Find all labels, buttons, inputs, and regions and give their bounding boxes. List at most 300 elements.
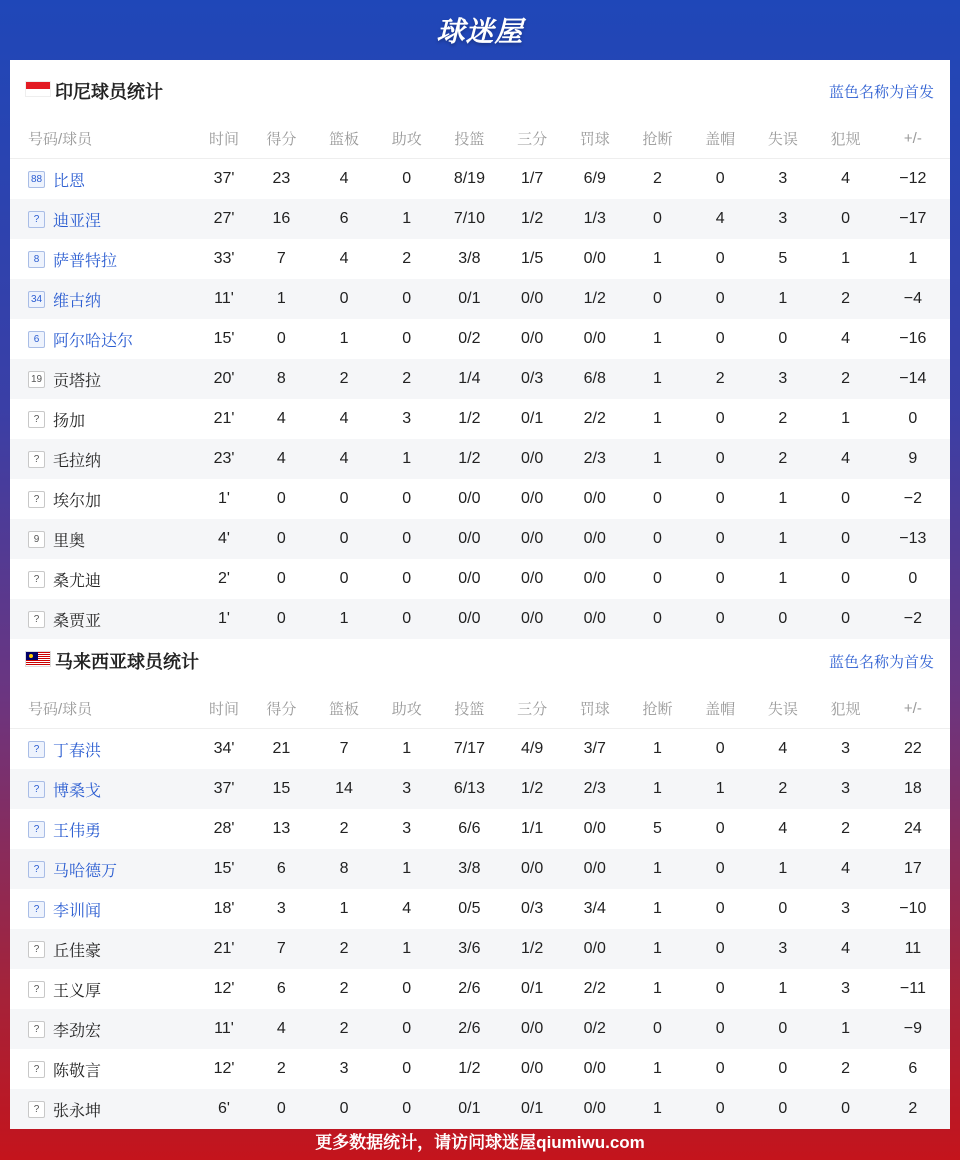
brand-logo: 球迷屋 xyxy=(436,15,524,48)
stat-field-goals: 8/19 xyxy=(453,170,485,187)
player-cell xyxy=(10,978,198,1001)
stat-points: 15 xyxy=(272,780,291,797)
stat-three-pointers: 0/1 xyxy=(520,980,544,997)
stat-rebounds: 1 xyxy=(339,610,349,627)
stat-free-throws: 1/2 xyxy=(583,290,606,307)
player-name[interactable]: 李训闻 xyxy=(53,902,102,920)
player-cell xyxy=(10,608,198,631)
stat-three-pointers: 0/0 xyxy=(520,860,544,877)
footer-text: 更多数据统计，请访问球迷屋qiumiwu.com xyxy=(315,1132,645,1152)
stat-fouls: 4 xyxy=(841,940,850,957)
jersey-number-badge: ? xyxy=(28,1021,45,1038)
table-row[interactable] xyxy=(10,199,950,239)
stat-rebounds: 7 xyxy=(339,740,349,757)
jersey-number-badge: 19 xyxy=(28,371,45,388)
stat-blocks: 0 xyxy=(715,860,725,877)
jersey-number-badge: 34 xyxy=(28,291,45,308)
table-row[interactable] xyxy=(10,929,950,969)
stat-steals: 1 xyxy=(653,330,662,347)
jersey-number-badge: 6 xyxy=(28,331,45,348)
stat-free-throws: 0/0 xyxy=(583,820,606,837)
stat-steals: 5 xyxy=(653,820,662,837)
player-name[interactable]: 贡塔拉 xyxy=(53,372,102,390)
jersey-number-badge: ? xyxy=(28,1061,45,1078)
stat-three-pointers: 0/0 xyxy=(520,530,544,547)
stat-points: 21 xyxy=(272,740,291,757)
column-header-turnovers: 失误 xyxy=(767,700,798,718)
stat-assists: 1 xyxy=(402,860,412,877)
player-cell xyxy=(10,488,198,511)
jersey-number-badge: ? xyxy=(28,451,45,468)
stat-rebounds: 4 xyxy=(339,410,349,427)
stat-plus-minus: 11 xyxy=(904,940,922,957)
player-name[interactable]: 张永坤 xyxy=(53,1102,102,1120)
jersey-number-badge: ? xyxy=(28,941,45,958)
table-row[interactable] xyxy=(10,809,950,849)
stat-field-goals: 0/1 xyxy=(458,1100,481,1117)
player-name[interactable]: 毛拉纳 xyxy=(53,452,102,470)
jersey-number-badge: ? xyxy=(28,981,45,998)
stat-fouls: 3 xyxy=(841,900,850,917)
stat-plus-minus: −10 xyxy=(899,900,927,917)
stat-rebounds: 0 xyxy=(339,490,349,507)
stat-minutes: 15' xyxy=(213,330,235,347)
jersey-number-badge: 9 xyxy=(28,531,45,548)
team-section-malaysia xyxy=(10,630,950,1129)
stat-minutes: 33' xyxy=(213,250,235,267)
stat-minutes: 37' xyxy=(213,170,235,187)
stat-free-throws: 0/0 xyxy=(583,330,606,347)
jersey-number-badge: ? xyxy=(28,491,45,508)
stat-steals: 1 xyxy=(653,900,662,917)
stat-turnovers: 2 xyxy=(778,780,788,797)
player-cell xyxy=(10,288,198,311)
player-cell xyxy=(10,168,198,191)
stat-points: 0 xyxy=(276,570,286,587)
stat-blocks: 0 xyxy=(715,740,725,757)
stat-steals: 1 xyxy=(653,450,662,467)
player-stats-table xyxy=(10,688,950,1129)
stat-assists: 1 xyxy=(402,450,412,467)
player-cell xyxy=(10,898,198,921)
player-cell xyxy=(10,408,198,431)
stat-turnovers: 0 xyxy=(778,330,788,347)
column-header-plus-minus: +/- xyxy=(903,129,922,147)
stat-three-pointers: 1/2 xyxy=(520,780,544,797)
stat-three-pointers: 4/9 xyxy=(520,740,544,757)
column-header-fouls: 犯规 xyxy=(830,700,861,718)
player-name[interactable]: 桑尤迪 xyxy=(53,572,102,590)
column-header-three-pointers: 三分 xyxy=(517,700,548,718)
section-header xyxy=(10,630,950,688)
stat-turnovers: 4 xyxy=(778,740,788,757)
stat-blocks: 0 xyxy=(715,1060,725,1077)
stat-turnovers: 0 xyxy=(778,610,788,627)
table-row[interactable] xyxy=(10,279,950,319)
stat-free-throws: 2/2 xyxy=(583,410,606,427)
stat-blocks: 0 xyxy=(715,940,725,957)
stat-steals: 0 xyxy=(653,610,662,627)
jersey-number-badge: ? xyxy=(28,1101,45,1118)
stat-field-goals: 0/1 xyxy=(458,290,481,307)
stat-points: 8 xyxy=(276,370,286,387)
stat-assists: 0 xyxy=(402,330,412,347)
stat-steals: 0 xyxy=(653,1020,662,1037)
stat-free-throws: 1/3 xyxy=(583,210,606,227)
stat-assists: 1 xyxy=(402,940,412,957)
jersey-number-badge: ? xyxy=(28,611,45,628)
table-row[interactable] xyxy=(10,849,950,889)
stat-minutes: 18' xyxy=(213,900,235,917)
stat-minutes: 11' xyxy=(214,1020,234,1037)
stat-three-pointers: 0/0 xyxy=(520,570,544,587)
player-cell xyxy=(10,858,198,881)
stat-points: 0 xyxy=(276,490,286,507)
stat-points: 4 xyxy=(276,450,286,467)
stat-steals: 1 xyxy=(653,1100,662,1117)
column-header-steals: 抢断 xyxy=(642,700,673,718)
stat-points: 0 xyxy=(276,610,286,627)
column-header-player: 号码/球员 xyxy=(28,700,93,718)
stat-assists: 3 xyxy=(402,410,412,427)
stat-three-pointers: 1/2 xyxy=(520,940,544,957)
stat-assists: 0 xyxy=(402,290,412,307)
stat-turnovers: 0 xyxy=(778,1020,788,1037)
stat-steals: 0 xyxy=(653,490,662,507)
stat-fouls: 0 xyxy=(841,570,850,587)
stat-points: 13 xyxy=(272,820,291,837)
player-cell xyxy=(10,368,198,391)
stat-rebounds: 4 xyxy=(339,450,349,467)
stat-turnovers: 1 xyxy=(778,530,788,547)
stat-fouls: 3 xyxy=(841,780,850,797)
table-header-row xyxy=(10,118,950,159)
stat-field-goals: 6/6 xyxy=(458,820,481,837)
stat-fouls: 1 xyxy=(841,250,850,267)
table-row[interactable] xyxy=(10,519,950,559)
player-name[interactable]: 马哈德万 xyxy=(53,862,118,880)
stat-plus-minus: 2 xyxy=(908,1100,918,1117)
table-row[interactable] xyxy=(10,359,950,399)
stat-blocks: 4 xyxy=(715,210,725,227)
stat-fouls: 2 xyxy=(841,290,850,307)
stat-rebounds: 0 xyxy=(339,570,349,587)
stat-assists: 3 xyxy=(402,820,412,837)
player-name[interactable]: 李劲宏 xyxy=(53,1022,102,1040)
player-name[interactable]: 埃尔加 xyxy=(53,492,102,510)
stat-blocks: 0 xyxy=(715,1100,725,1117)
player-cell xyxy=(10,1058,198,1081)
stat-assists: 1 xyxy=(402,740,412,757)
stat-assists: 0 xyxy=(402,170,412,187)
stat-three-pointers: 0/0 xyxy=(520,450,544,467)
stat-minutes: 21' xyxy=(213,410,235,427)
column-header-three-pointers: 三分 xyxy=(517,130,548,148)
stat-field-goals: 1/2 xyxy=(458,410,481,427)
stat-steals: 1 xyxy=(653,940,662,957)
player-stats-table xyxy=(10,118,950,639)
stat-three-pointers: 0/0 xyxy=(520,610,544,627)
stat-field-goals: 7/17 xyxy=(453,740,485,757)
stat-blocks: 0 xyxy=(715,820,725,837)
stat-free-throws: 6/8 xyxy=(583,370,606,387)
stat-plus-minus: 0 xyxy=(908,570,918,587)
player-name[interactable]: 王义厚 xyxy=(53,982,102,1000)
table-row[interactable] xyxy=(10,1049,950,1089)
stat-rebounds: 6 xyxy=(339,210,349,227)
stat-steals: 1 xyxy=(653,250,662,267)
stat-free-throws: 0/0 xyxy=(583,940,606,957)
stat-blocks: 0 xyxy=(715,290,725,307)
column-header-assists: 助攻 xyxy=(391,700,422,718)
stat-three-pointers: 1/1 xyxy=(520,820,544,837)
stat-steals: 0 xyxy=(653,530,662,547)
stat-rebounds: 14 xyxy=(335,780,353,797)
stat-rebounds: 2 xyxy=(339,940,349,957)
stat-field-goals: 2/6 xyxy=(458,1020,481,1037)
column-header-blocks: 盖帽 xyxy=(705,700,736,718)
stat-free-throws: 0/2 xyxy=(583,1020,606,1037)
stat-fouls: 2 xyxy=(841,370,850,387)
stat-field-goals: 2/6 xyxy=(458,980,481,997)
stat-steals: 1 xyxy=(653,780,662,797)
stat-plus-minus: 0 xyxy=(908,410,918,427)
stat-blocks: 0 xyxy=(715,530,725,547)
table-row[interactable] xyxy=(10,889,950,929)
player-name[interactable]: 丁春洪 xyxy=(53,742,102,760)
table-row[interactable] xyxy=(10,399,950,439)
jersey-number-badge: 88 xyxy=(28,171,45,188)
table-row[interactable] xyxy=(10,439,950,479)
stat-points: 0 xyxy=(276,1100,286,1117)
stat-field-goals: 0/0 xyxy=(458,490,481,507)
stat-fouls: 4 xyxy=(841,330,850,347)
player-name[interactable]: 维古纳 xyxy=(53,292,102,310)
column-header-free-throws: 罚球 xyxy=(579,700,610,718)
stat-turnovers: 3 xyxy=(778,170,788,187)
player-name[interactable]: 迪亚涅 xyxy=(53,212,102,230)
stat-free-throws: 0/0 xyxy=(583,490,606,507)
table-row[interactable] xyxy=(10,319,950,359)
stat-turnovers: 2 xyxy=(778,450,788,467)
stat-fouls: 4 xyxy=(841,860,850,877)
app-header xyxy=(0,0,960,60)
stat-points: 6 xyxy=(276,980,286,997)
stat-steals: 1 xyxy=(653,410,662,427)
stat-turnovers: 1 xyxy=(778,860,788,877)
stat-blocks: 0 xyxy=(715,900,725,917)
player-name[interactable]: 阿尔哈达尔 xyxy=(53,332,134,350)
player-name[interactable]: 扬加 xyxy=(53,412,86,430)
stat-plus-minus: 24 xyxy=(903,820,922,837)
stat-fouls: 3 xyxy=(841,740,850,757)
table-row[interactable] xyxy=(10,239,950,279)
stat-points: 6 xyxy=(276,860,286,877)
stat-steals: 1 xyxy=(653,740,662,757)
player-name[interactable]: 萨普特拉 xyxy=(53,252,118,270)
column-header-minutes: 时间 xyxy=(208,130,239,148)
stat-minutes: 2' xyxy=(218,570,230,587)
table-header-row xyxy=(10,688,950,729)
table-row[interactable] xyxy=(10,479,950,519)
table-row[interactable] xyxy=(10,769,950,809)
column-header-plus-minus: +/- xyxy=(903,699,922,717)
stat-plus-minus: −13 xyxy=(899,530,927,547)
stat-turnovers: 0 xyxy=(778,900,788,917)
player-name[interactable]: 比恩 xyxy=(53,172,86,190)
stat-three-pointers: 0/3 xyxy=(520,370,544,387)
player-cell xyxy=(10,1018,198,1041)
section-header xyxy=(10,60,950,118)
jersey-number-badge: ? xyxy=(28,901,45,918)
starter-legend: 蓝色名称为首发 xyxy=(828,654,934,671)
player-name[interactable]: 博桑戈 xyxy=(53,782,102,800)
stat-turnovers: 0 xyxy=(778,1100,788,1117)
jersey-number-badge: ? xyxy=(28,821,45,838)
stat-points: 0 xyxy=(276,530,286,547)
column-header-blocks: 盖帽 xyxy=(705,130,736,148)
stat-turnovers: 0 xyxy=(778,1060,788,1077)
jersey-number-badge: ? xyxy=(28,741,45,758)
stat-three-pointers: 0/3 xyxy=(520,900,544,917)
stat-field-goals: 1/2 xyxy=(458,450,481,467)
stat-rebounds: 1 xyxy=(339,900,349,917)
column-header-field-goals: 投篮 xyxy=(454,130,485,148)
stat-blocks: 1 xyxy=(715,780,725,797)
stat-minutes: 15' xyxy=(213,860,235,877)
column-header-fouls: 犯规 xyxy=(830,130,861,148)
stat-free-throws: 0/0 xyxy=(583,610,606,627)
stat-assists: 0 xyxy=(402,490,412,507)
stat-fouls: 0 xyxy=(841,490,850,507)
stat-three-pointers: 1/5 xyxy=(520,250,544,267)
stat-blocks: 0 xyxy=(715,410,725,427)
stat-free-throws: 2/2 xyxy=(583,980,606,997)
stat-assists: 2 xyxy=(402,370,412,387)
stat-three-pointers: 1/2 xyxy=(520,210,544,227)
stat-free-throws: 0/0 xyxy=(583,250,606,267)
starter-legend: 蓝色名称为首发 xyxy=(828,84,934,101)
stat-fouls: 2 xyxy=(841,1060,850,1077)
stat-turnovers: 4 xyxy=(778,820,788,837)
column-header-points: 得分 xyxy=(266,130,297,148)
stat-three-pointers: 0/0 xyxy=(520,1020,544,1037)
table-row[interactable] xyxy=(10,969,950,1009)
stat-plus-minus: −2 xyxy=(903,610,922,627)
stat-field-goals: 0/0 xyxy=(458,530,481,547)
stat-steals: 1 xyxy=(653,980,662,997)
column-header-turnovers: 失误 xyxy=(767,130,798,148)
stat-three-pointers: 0/1 xyxy=(520,1100,544,1117)
stat-free-throws: 3/7 xyxy=(583,740,606,757)
stat-plus-minus: −9 xyxy=(903,1020,922,1037)
stat-turnovers: 3 xyxy=(778,210,788,227)
stat-blocks: 0 xyxy=(715,490,725,507)
stat-minutes: 1' xyxy=(218,490,230,507)
stat-minutes: 12' xyxy=(213,1060,235,1077)
stat-rebounds: 2 xyxy=(339,820,349,837)
stat-free-throws: 2/3 xyxy=(583,780,606,797)
stat-blocks: 0 xyxy=(715,250,725,267)
stat-plus-minus: −11 xyxy=(899,980,926,997)
stat-field-goals: 1/4 xyxy=(458,370,481,387)
stat-points: 4 xyxy=(276,410,286,427)
stats-card xyxy=(10,60,950,1120)
stat-rebounds: 0 xyxy=(339,530,349,547)
stat-turnovers: 5 xyxy=(778,250,788,267)
player-cell xyxy=(10,738,198,761)
stat-field-goals: 0/0 xyxy=(458,610,481,627)
stat-plus-minus: −16 xyxy=(899,330,927,347)
stat-free-throws: 0/0 xyxy=(583,530,606,547)
stat-field-goals: 7/10 xyxy=(453,210,485,227)
player-cell xyxy=(10,328,198,351)
stat-blocks: 0 xyxy=(715,610,725,627)
stat-plus-minus: −2 xyxy=(903,490,922,507)
stat-fouls: 1 xyxy=(841,410,850,427)
stat-points: 7 xyxy=(276,250,286,267)
column-header-field-goals: 投篮 xyxy=(454,700,485,718)
stat-field-goals: 0/2 xyxy=(458,330,481,347)
stat-plus-minus: −17 xyxy=(899,210,927,227)
stat-steals: 0 xyxy=(653,210,662,227)
stat-rebounds: 4 xyxy=(339,170,349,187)
column-header-steals: 抢断 xyxy=(642,130,673,148)
stat-fouls: 4 xyxy=(841,450,850,467)
stat-plus-minus: 18 xyxy=(903,780,922,797)
stat-plus-minus: 1 xyxy=(908,250,918,267)
stat-field-goals: 3/8 xyxy=(458,250,481,267)
player-name[interactable]: 陈敬言 xyxy=(53,1062,102,1080)
table-row[interactable] xyxy=(10,159,950,199)
jersey-number-badge: ? xyxy=(28,571,45,588)
stat-minutes: 1' xyxy=(218,610,230,627)
stat-assists: 3 xyxy=(402,780,412,797)
player-name[interactable]: 王伟勇 xyxy=(53,822,102,840)
stat-fouls: 2 xyxy=(841,820,850,837)
player-name[interactable]: 里奥 xyxy=(53,532,86,550)
player-name[interactable]: 丘佳豪 xyxy=(53,942,102,960)
stat-turnovers: 1 xyxy=(778,290,788,307)
stat-assists: 1 xyxy=(402,210,412,227)
stat-minutes: 37' xyxy=(213,780,235,797)
stat-assists: 0 xyxy=(402,1020,412,1037)
stat-assists: 0 xyxy=(402,570,412,587)
stat-field-goals: 6/13 xyxy=(453,780,485,797)
stat-assists: 0 xyxy=(402,1060,412,1077)
stat-three-pointers: 0/0 xyxy=(520,330,544,347)
player-cell xyxy=(10,448,198,471)
player-cell xyxy=(10,528,198,551)
stat-free-throws: 3/4 xyxy=(583,900,606,917)
stat-three-pointers: 0/0 xyxy=(520,1060,544,1077)
footer-promo[interactable] xyxy=(0,1120,960,1160)
stat-assists: 0 xyxy=(402,610,412,627)
stat-free-throws: 2/3 xyxy=(583,450,606,467)
player-name[interactable]: 桑贾亚 xyxy=(53,612,102,630)
stat-plus-minus: −12 xyxy=(899,170,927,187)
table-row[interactable] xyxy=(10,729,950,769)
player-cell xyxy=(10,248,198,271)
indonesia-flag-icon xyxy=(26,82,50,96)
column-header-rebounds: 篮板 xyxy=(329,130,360,148)
jersey-number-badge: ? xyxy=(28,211,45,228)
stat-turnovers: 1 xyxy=(778,570,788,587)
table-row[interactable] xyxy=(10,559,950,599)
table-row[interactable] xyxy=(10,1009,950,1049)
section-title: 马来西亚球员统计 xyxy=(55,652,199,672)
stat-minutes: 6' xyxy=(218,1100,230,1117)
